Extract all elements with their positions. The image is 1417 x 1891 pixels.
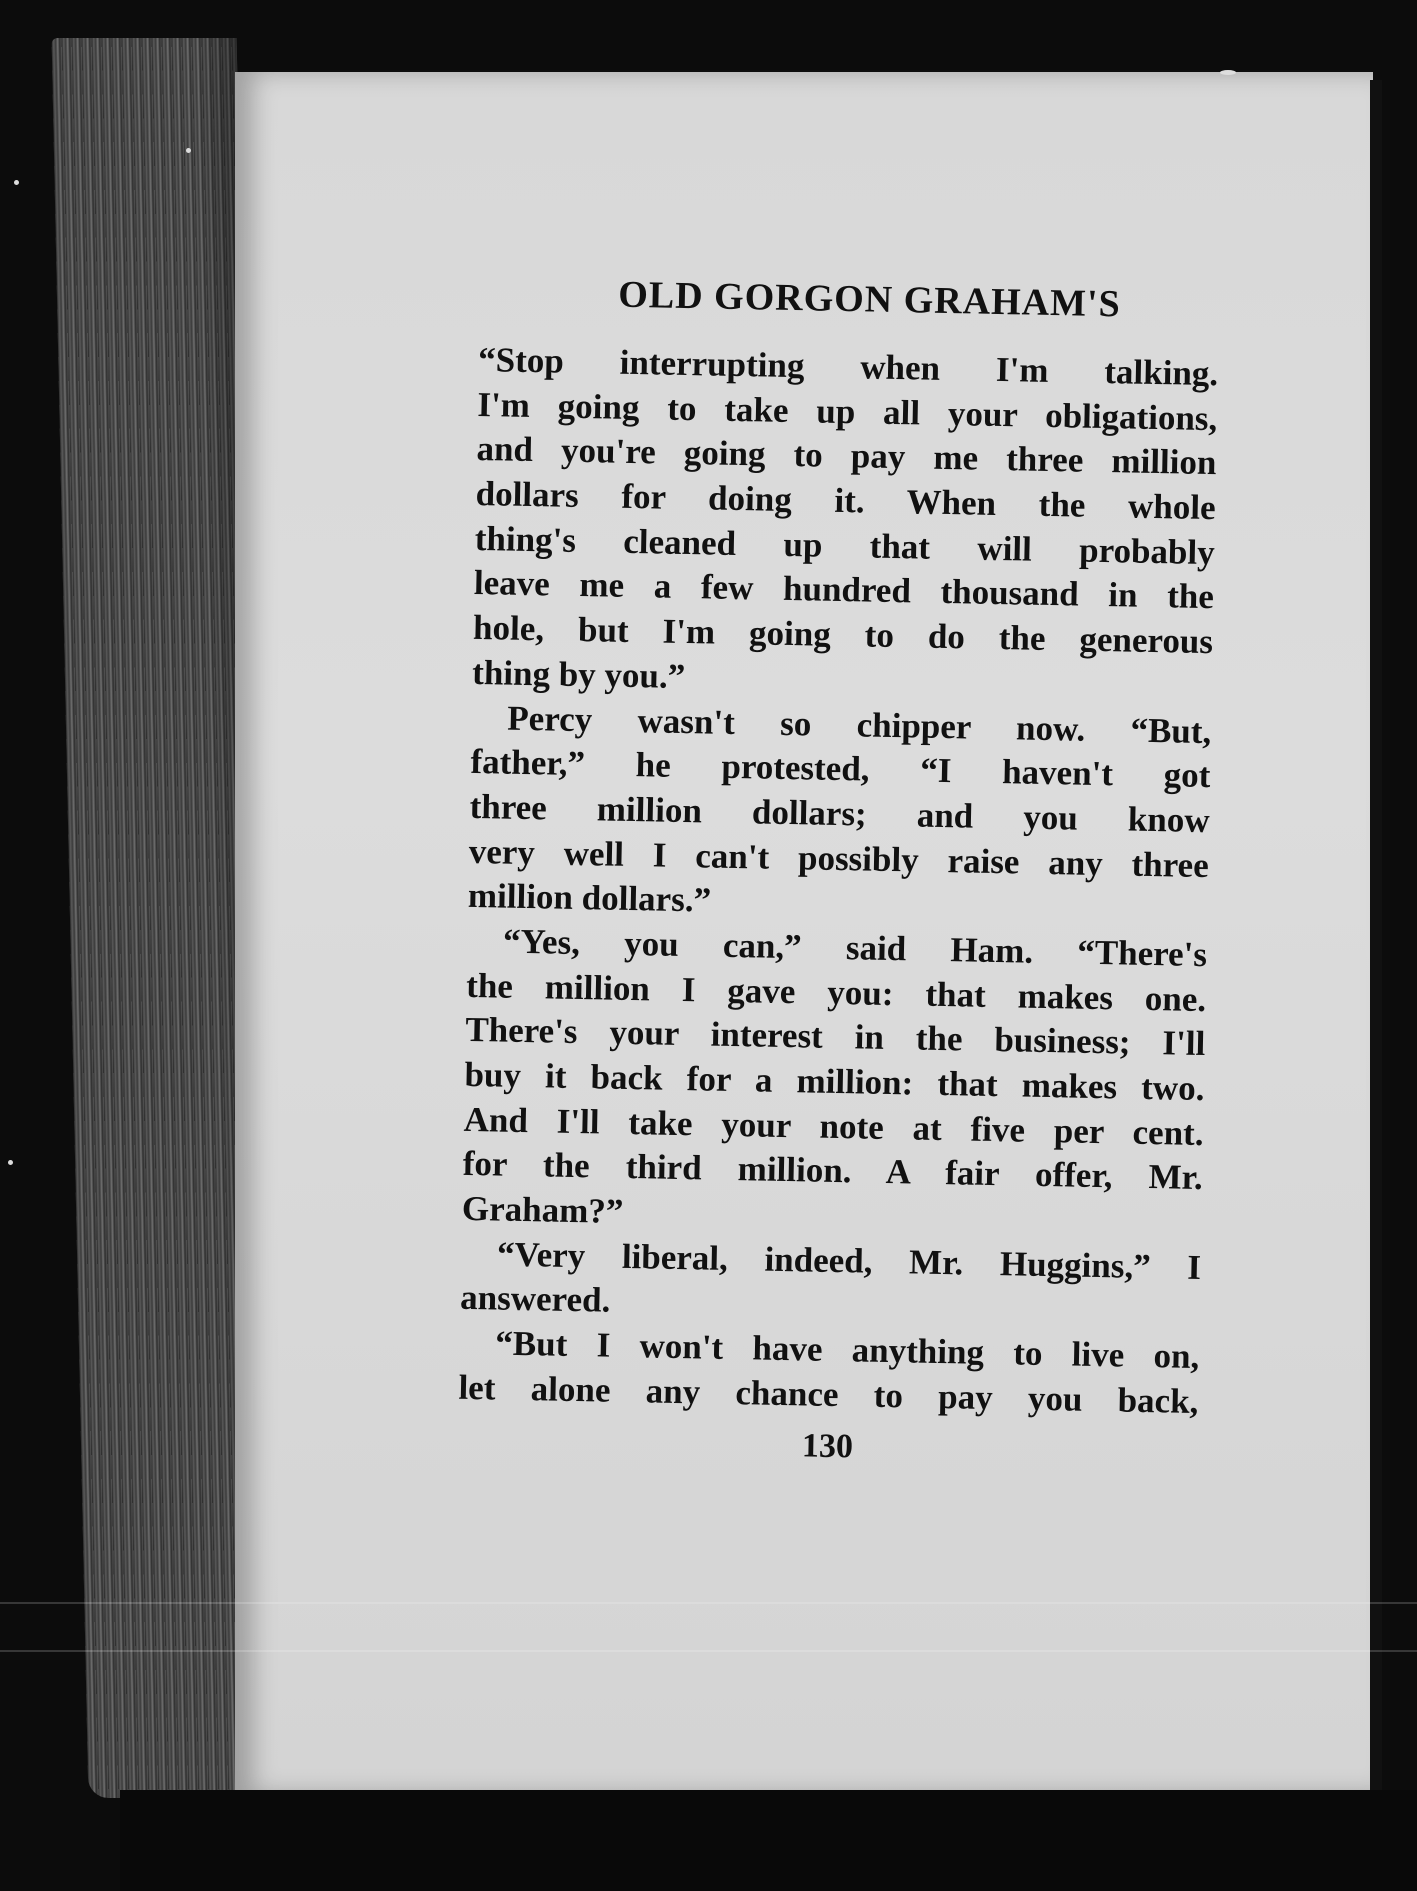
body-text xyxy=(458,338,1218,1425)
text-line: dollars for doing it. When the whole xyxy=(475,474,1216,528)
bottom-shadow xyxy=(120,1790,1417,1891)
dust-speck xyxy=(1220,70,1236,75)
text-line: I'm going to take up all your obligations, xyxy=(477,384,1218,438)
text-line: And I'll take your note at five per cent. xyxy=(463,1099,1204,1153)
text-line: and you're going to pay me three million xyxy=(476,429,1217,483)
page-number: 130 xyxy=(801,1426,854,1465)
text-line: three million dollars; and you know xyxy=(469,786,1210,840)
text-line: let alone any chance to pay you back, xyxy=(458,1367,1199,1421)
text-line: leave me a few hundred thousand in the xyxy=(473,563,1215,617)
scan-artifact-line xyxy=(0,1650,1417,1652)
text-line: thing by you.” xyxy=(471,652,686,696)
dust-speck xyxy=(14,180,19,185)
text-line: the million I gave you: that makes one. xyxy=(465,965,1207,1019)
text-line: thing's cleaned up that will probably xyxy=(474,518,1216,572)
text-line: Percy wasn't so chipper now. “But, xyxy=(507,698,1212,751)
dust-speck xyxy=(186,148,191,153)
text-line: There's your interest in the business; I'll xyxy=(465,1010,1206,1064)
text-line: for the third million. A fair offer, Mr. xyxy=(462,1144,1204,1198)
scan-artifact-line xyxy=(0,1602,1417,1604)
text-line: “Very liberal, indeed, Mr. Huggins,” I xyxy=(496,1234,1202,1287)
right-gutter-shadow xyxy=(1370,80,1382,1820)
text-line: father,” he protested, “I haven't got xyxy=(470,742,1211,796)
dust-speck xyxy=(8,1160,13,1165)
text-line: “Stop interrupting when I'm talking. xyxy=(477,339,1219,394)
text-line: buy it back for a million: that makes two. xyxy=(464,1054,1205,1109)
running-head: OLD GORGON GRAHAM'S xyxy=(617,273,1122,326)
page-text-block xyxy=(457,270,1220,1472)
text-line: “Yes, you can,” said Ham. “There's xyxy=(502,921,1208,975)
text-line: Graham?” xyxy=(461,1188,624,1231)
text-line: million dollars.” xyxy=(467,876,712,920)
text-line: very well I can't possibly raise any three xyxy=(468,831,1210,885)
text-line: answered. xyxy=(459,1278,611,1321)
text-line: “But I won't have anything to live on, xyxy=(495,1323,1200,1377)
text-line: hole, but I'm going to do the generous xyxy=(472,608,1214,662)
